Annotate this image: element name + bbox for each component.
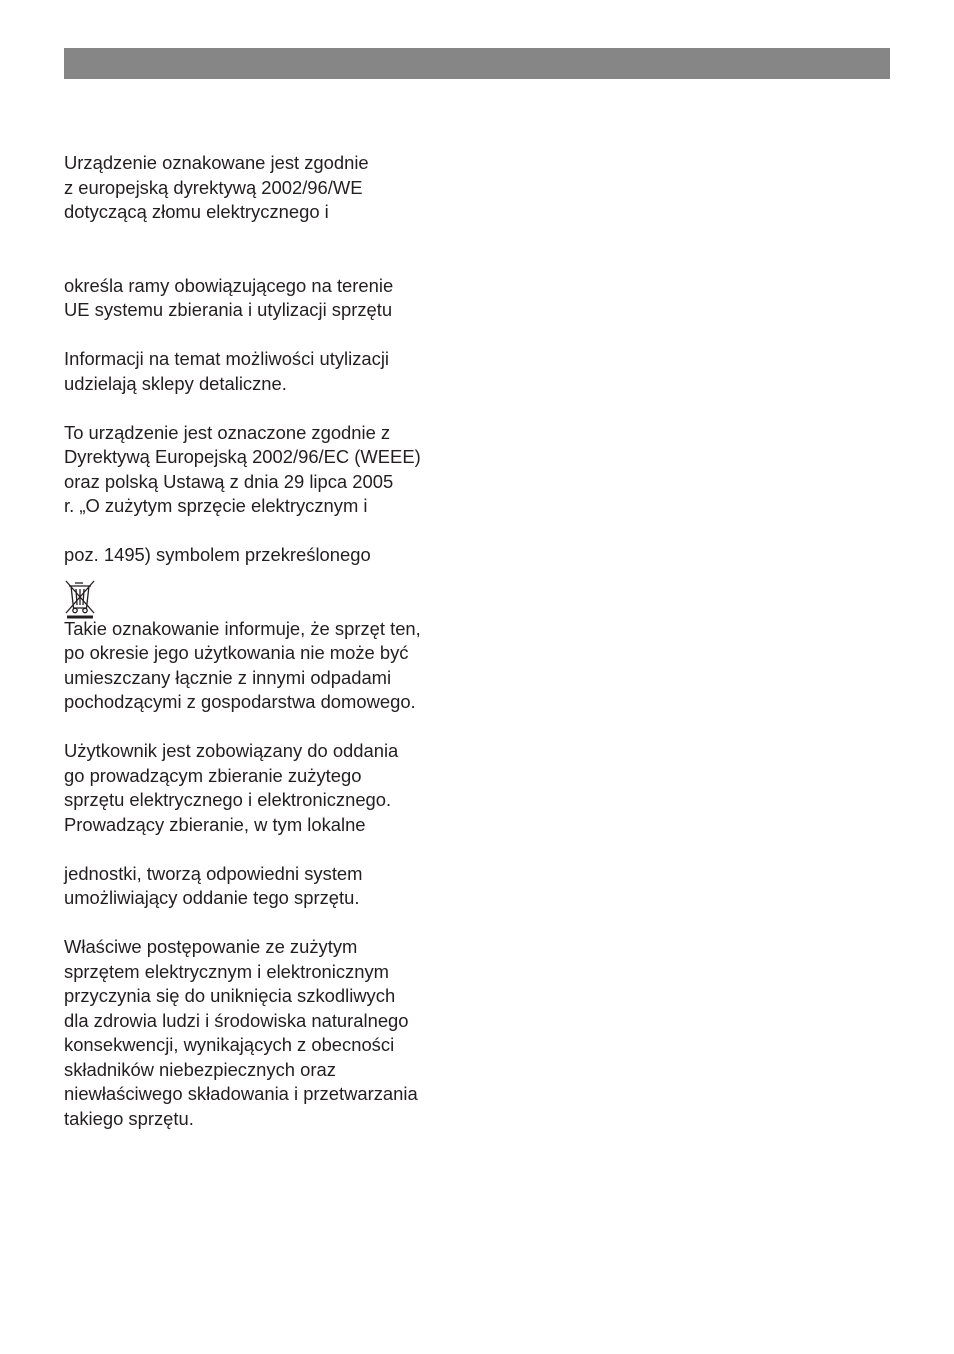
text-line: dotyczącą złomu elektrycznego i xyxy=(64,201,329,222)
paragraph xyxy=(64,347,484,396)
paragraph xyxy=(64,151,484,225)
paragraph xyxy=(64,739,484,837)
text-line: oraz polską Ustawą z dnia 29 lipca 2005 xyxy=(64,470,394,492)
text-line: Urządzenie oznakowane jest zgodnie xyxy=(64,152,369,173)
text-line: Prowadzący zbieranie, w tym lokalne xyxy=(64,813,366,835)
text-line: Użytkownik jest zobowiązany do oddania xyxy=(64,740,399,761)
text-line: konsekwencji, wynikających z obecności xyxy=(64,1034,395,1055)
text-line: umożliwiający oddanie tego sprzętu. xyxy=(64,887,360,908)
text-line: z europejską dyrektywą 2002/96/WE xyxy=(64,176,363,198)
text-line: To urządzenie jest oznaczone zgodnie z xyxy=(64,421,391,443)
text-line: składników niebezpiecznych oraz xyxy=(64,1058,336,1080)
text-line: r. „O zużytym sprzęcie elektrycznym i xyxy=(64,495,368,516)
text-line: dla zdrowia ludzi i środowiska naturalnego xyxy=(64,1009,409,1031)
crossed-out-wheelie-bin-icon xyxy=(64,580,96,619)
text-line: udzielają sklepy detaliczne. xyxy=(64,372,287,394)
text-line: Właściwe postępowanie ze zużytym xyxy=(64,936,358,957)
text-line: określa ramy obowiązującego na terenie xyxy=(64,274,394,296)
paragraph xyxy=(64,617,484,715)
text-line: jednostki, tworzą odpowiedni system xyxy=(64,862,363,884)
text-line: sprzętem elektrycznym i elektronicznym xyxy=(64,960,389,982)
paragraph xyxy=(64,862,484,911)
paragraph xyxy=(64,935,484,1131)
paragraph xyxy=(64,543,484,568)
text-line: sprzętu elektrycznego i elektronicznego. xyxy=(64,789,392,810)
text-line: UE systemu zbierania i utylizacji sprzętu xyxy=(64,299,393,320)
text-line: po okresie jego użytkowania nie może być xyxy=(64,642,409,663)
paragraph xyxy=(64,421,484,519)
text-line: poz. 1495) symbolem przekreślonego xyxy=(64,544,371,565)
paragraph xyxy=(64,274,484,323)
text-line: niewłaściwego składowania i przetwarzania xyxy=(64,1083,418,1104)
text-line: umieszczany łącznie z innymi odpadami xyxy=(64,666,392,688)
text-line: Informacji na temat możliwości utylizacji xyxy=(64,348,389,369)
text-line: Takie oznakowanie informuje, że sprzęt ten, xyxy=(64,617,421,639)
text-line: go prowadzącym zbieranie zużytego xyxy=(64,764,362,786)
text-line: takiego sprzętu. xyxy=(64,1107,194,1129)
text-line: pochodzącymi z gospodarstwa domowego. xyxy=(64,691,416,712)
weee-symbol xyxy=(64,568,484,617)
text-line: Dyrektywą Europejską 2002/96/EC (WEEE) xyxy=(64,446,421,467)
text-column xyxy=(64,151,484,1131)
header-bar xyxy=(64,48,890,79)
text-line: przyczynia się do uniknięcia szkodliwych xyxy=(64,985,396,1006)
